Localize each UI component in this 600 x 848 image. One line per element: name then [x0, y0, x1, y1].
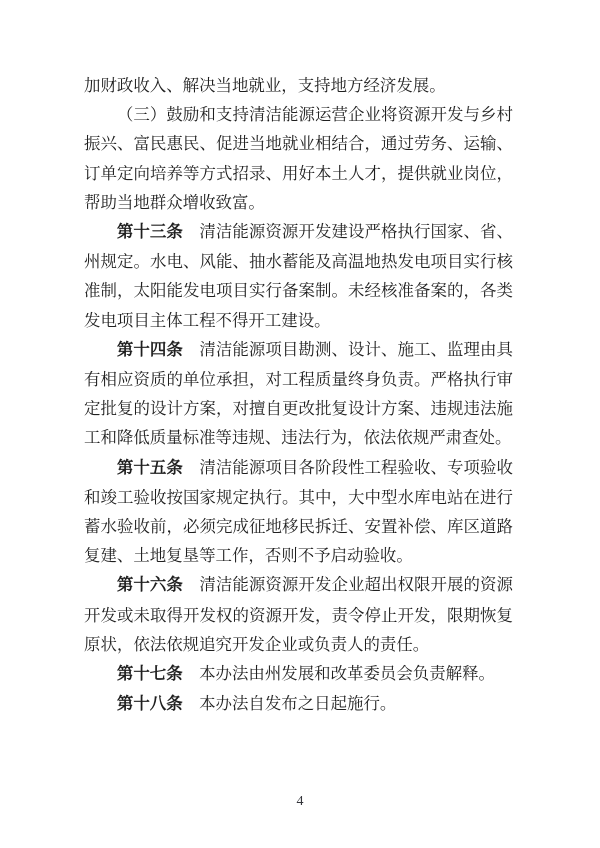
paragraph	[84, 453, 513, 571]
paragraph-text: 清洁能源项目勘测、设计、施工、监理由具有相应资质的单位承担，对工程质量终身负责。严格执行审定批复的设计方案，对擅自更改批复设计方案、违规违法施工和降低质量标准等违规、违法行为，依法依规严肃查处。	[84, 339, 513, 448]
page-number: 4	[296, 794, 304, 809]
paragraph	[84, 217, 513, 335]
paragraph	[84, 659, 513, 689]
paragraph	[84, 100, 513, 217]
paragraph	[84, 570, 513, 659]
paragraph-text: 本办法自发布之日起施行。	[199, 694, 397, 714]
paragraph-text: 清洁能源资源开发企业超出权限开展的资源开发或未取得开发权的资源开发，责令停止开发，限期恢复原状，依法依规追究开发企业或负责人的责任。	[84, 575, 513, 654]
paragraph	[84, 689, 513, 719]
paragraph-text: 本办法由州发展和改革委员会负责解释。	[199, 664, 495, 684]
paragraph	[84, 71, 513, 100]
paragraph-text: 清洁能源项目各阶段性工程验收、专项验收和竣工验收按国家规定执行。其中，大中型水库电站在进行蓄水验收前，必须完成征地移民拆迁、安置补偿、库区道路复建、土地复垦等工作，否则不予启动验收。	[84, 457, 513, 566]
article-label: 第十五条	[116, 458, 183, 477]
article-label: 第十三条	[116, 223, 183, 242]
paragraph-text: 加财政收入、解决当地就业，支持地方经济发展。	[84, 76, 446, 95]
paragraph	[84, 335, 513, 453]
paragraph-text: 清洁能源资源开发建设严格执行国家、省、州规定。水电、风能、抽水蓄能及高温地热发电项目实行核准制，太阳能发电项目实行备案制。未经核准备案的，各类发电项目主体工程不得开工建设。	[84, 222, 513, 330]
article-label: 第十六条	[116, 576, 183, 595]
article-label: 第十八条	[116, 695, 183, 714]
document-body	[84, 71, 513, 719]
article-label: 第十四条	[116, 340, 183, 359]
paragraph-text: （三）鼓励和支持清洁能源运营企业将资源开发与乡村振兴、富民惠民、促进当地就业相结合，通过劳务、运输、订单定向培养等方式招录、用好本土人才，提供就业岗位，帮助当地群众增收致富。	[84, 105, 513, 212]
article-label: 第十七条	[116, 665, 183, 684]
